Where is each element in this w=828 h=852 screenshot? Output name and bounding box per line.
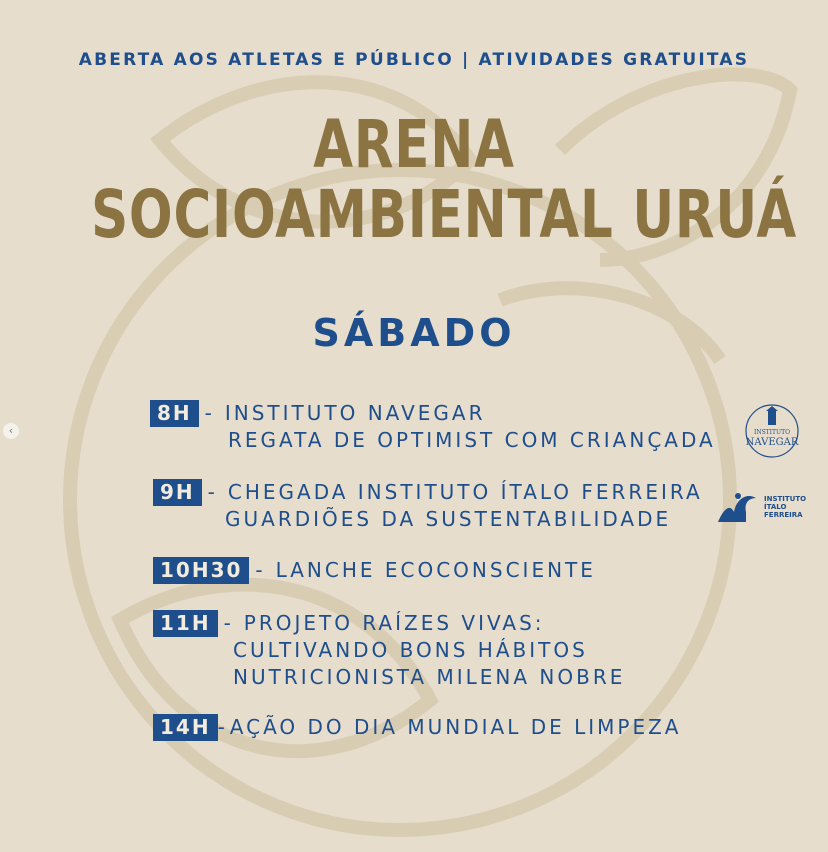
day-heading: SÁBADO [312, 311, 516, 355]
schedule-item [153, 557, 596, 584]
time-badge: 9H [153, 479, 202, 506]
item-title: PROJETO RAÍZES VIVAS: [243, 611, 545, 635]
dash: - [223, 611, 234, 635]
navegar-logo-text-2: NAVEGAR [745, 437, 799, 448]
italo-logo-text-3: FERREIRA [764, 511, 803, 519]
time-badge: 11H [153, 610, 218, 637]
schedule-item [153, 610, 625, 691]
italo-logo-text-2: ÍTALO [764, 503, 787, 511]
schedule-item [153, 479, 703, 533]
title-line-1: ARENA [313, 106, 515, 183]
title-line-2: SOCIOAMBIENTAL URUÁ [91, 176, 797, 253]
item-subtitle: GUARDIÕES DA SUSTENTABILIDADE [225, 507, 672, 531]
schedule-item [150, 400, 716, 454]
instituto-navegar-logo [742, 403, 802, 459]
item-title: AÇÃO DO DIA MUNDIAL DE LIMPEZA [229, 715, 682, 739]
item-title: LANCHE ECOCONSCIENTE [275, 558, 596, 582]
instituto-italo-ferreira-logo [716, 490, 820, 524]
dash: - [207, 480, 218, 504]
dash: - [217, 715, 228, 739]
item-title: CHEGADA INSTITUTO ÍTALO FERREIRA [227, 480, 703, 504]
dash: - [204, 401, 215, 425]
time-badge: 10H30 [153, 557, 249, 584]
item-title: INSTITUTO NAVEGAR [224, 401, 486, 425]
wave-icon [716, 490, 760, 524]
navegar-logo-text-1: INSTITUTO [753, 429, 791, 436]
item-subtitle: CULTIVANDO BONS HÁBITOS [233, 638, 588, 662]
tagline: ABERTA AOS ATLETAS E PÚBLICO | ATIVIDADES GRATUITAS [78, 50, 750, 70]
schedule-item [153, 714, 681, 741]
time-badge: 14H [153, 714, 218, 741]
chevron-left-icon[interactable]: ‹ [3, 423, 19, 439]
item-subtitle: REGATA DE OPTIMIST COM CRIANÇADA [228, 428, 716, 452]
dash: - [255, 558, 266, 582]
item-subtitle: NUTRICIONISTA MILENA NOBRE [233, 665, 626, 689]
time-badge: 8H [150, 400, 199, 427]
italo-logo-text-1: INSTITUTO [764, 495, 807, 503]
